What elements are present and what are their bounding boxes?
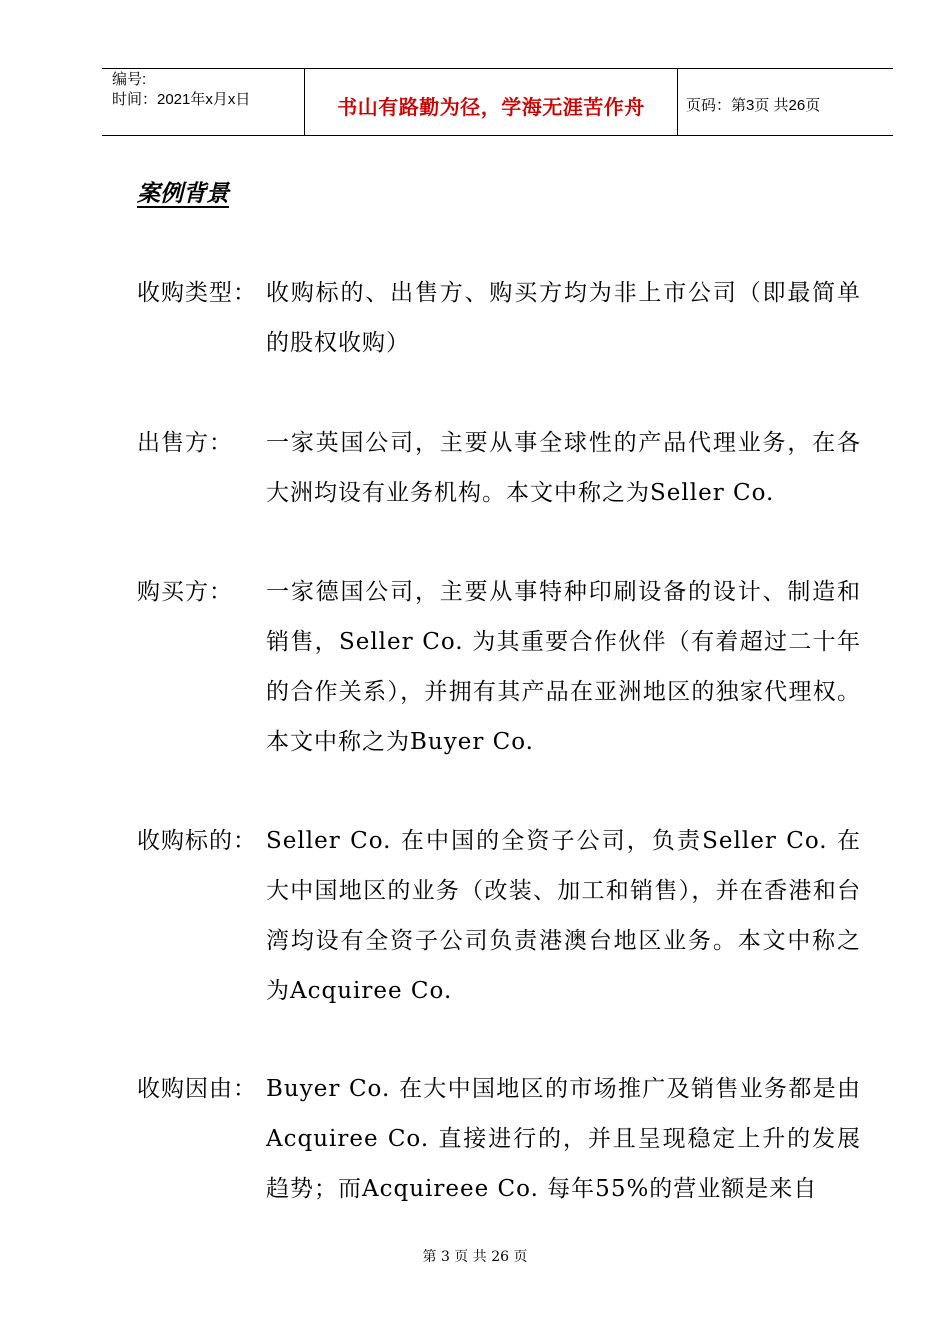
entry-text: Buyer Co. 在大中国地区的市场推广及销售业务都是由Acquiree Co. 直接进行的，并且呈现稳定上升的发展趋势；而Acquireee Co. 每年55%的营业额是来自 xyxy=(266,1076,861,1202)
document-number: 编号: xyxy=(112,71,147,88)
header-meta-cell xyxy=(102,69,304,135)
entry-text: Seller Co. 在中国的全资子公司，负责Seller Co. 在大中国地区的业务（改装、加工和销售），并在香港和台湾均设有全资子公司负责港澳台地区业务。本文中称之为Acquiree Co. xyxy=(266,828,861,1004)
header-page-info: 页码：第3页 共26页 xyxy=(686,97,821,114)
entry-text: 一家英国公司，主要从事全球性的产品代理业务，在各大洲均设有业务机构。本文中称之为Seller Co. xyxy=(266,430,861,506)
page-header xyxy=(102,68,893,136)
page-footer: 第 3 页 共 26 页 xyxy=(422,1249,528,1265)
entry-text: 一家德国公司，主要从事特种印刷设备的设计、制造和销售，Seller Co. 为其重要合作伙伴（有着超过二十年的合作关系），并拥有其产品在亚洲地区的独家代理权。本文中称之为Buyer Co. xyxy=(266,579,861,755)
entry-label: 收购类型： xyxy=(137,280,257,306)
header-motto-cell xyxy=(304,69,678,135)
entry-label: 购买方： xyxy=(137,579,233,605)
header-page-cell xyxy=(678,69,893,135)
entry-text: 收购标的、出售方、购买方均为非上市公司（即最简单的股权收购） xyxy=(266,280,861,356)
header-motto: 书山有路勤为径，学海无涯苦作舟 xyxy=(337,95,645,119)
section-title: 案例背景 xyxy=(137,181,229,207)
entry-label: 收购标的： xyxy=(137,828,257,854)
document-date: 时间：2021年x月x日 xyxy=(112,91,251,108)
entry-label: 收购因由： xyxy=(137,1076,257,1102)
entry-label: 出售方： xyxy=(137,430,233,456)
